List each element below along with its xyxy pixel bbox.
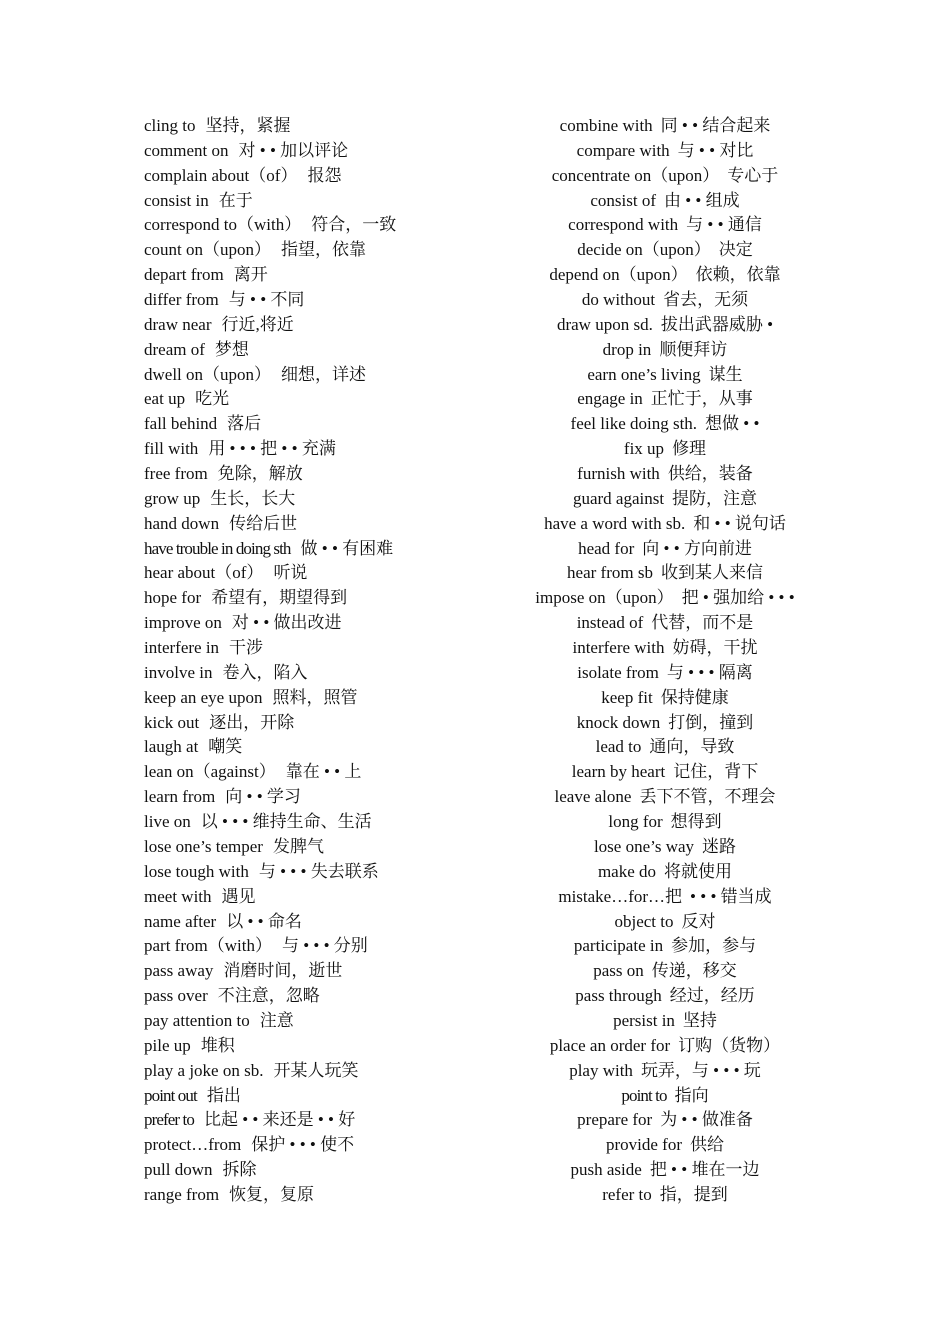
- phrase-entry: [144, 313, 534, 338]
- phrase-term: place an order for: [549, 1035, 671, 1055]
- phrase-entry: [520, 139, 810, 164]
- phrase-entry: [520, 1183, 810, 1208]
- phrase-entry: [520, 959, 810, 984]
- phrase-term: push aside: [570, 1160, 642, 1180]
- phrase-term: fall behind: [144, 414, 218, 434]
- phrase-translation: 指向: [674, 1085, 709, 1105]
- phrase-term: dwell on（upon）: [144, 364, 272, 384]
- phrase-term: drop in: [602, 339, 652, 359]
- phrase-term: hand down: [144, 513, 220, 533]
- phrase-term: hope for: [144, 588, 202, 608]
- phrase-translation: 离开: [233, 265, 268, 285]
- phrase-entry: [144, 1084, 534, 1109]
- phrase-term: point to: [621, 1085, 667, 1105]
- phrase-term: persist in: [613, 1010, 675, 1030]
- phrase-term: do without: [581, 290, 656, 310]
- phrase-term: protect…from: [144, 1135, 242, 1155]
- phrase-translation: 依赖，依靠: [695, 265, 781, 285]
- phrase-entry: [144, 1133, 534, 1158]
- phrase-entry: [144, 910, 534, 935]
- phrase-translation: 与 • • 通信: [686, 215, 762, 235]
- phrase-term: lead to: [595, 737, 642, 757]
- phrase-entry: [144, 711, 534, 736]
- phrase-translation: 正忙于，从事: [650, 389, 753, 409]
- phrase-term: complain about（of）: [144, 165, 298, 185]
- phrase-entry: [144, 785, 534, 810]
- phrase-entry: [520, 934, 810, 959]
- phrase-translation: 注意: [259, 1010, 294, 1030]
- phrase-translation: 对 • • 加以评论: [238, 140, 349, 160]
- phrase-entry: [144, 1034, 534, 1059]
- phrase-translation: 指，提到: [659, 1184, 728, 1204]
- phrase-translation: 遇见: [221, 886, 256, 906]
- phrase-translation: 符合，一致: [311, 215, 397, 235]
- phrase-entry: [520, 1084, 810, 1109]
- phrase-term: have a word with sb.: [544, 513, 686, 533]
- phrase-translation: 坚持: [682, 1010, 717, 1030]
- phrase-term: concentrate on（upon）: [551, 165, 720, 185]
- phrase-entry: [144, 860, 534, 885]
- phrase-term: name after: [144, 911, 217, 931]
- phrase-entry: [144, 139, 534, 164]
- phrase-entry: [144, 387, 534, 412]
- phrase-translation: 记住，背下: [673, 762, 759, 782]
- phrase-term: refer to: [602, 1184, 652, 1204]
- phrase-entry: [144, 1158, 534, 1183]
- phrase-translation: 对 • • 做出改进: [231, 613, 342, 633]
- phrase-translation: 希望有，期望得到: [211, 588, 348, 608]
- phrase-translation: 梦想: [214, 339, 249, 359]
- phrase-entry: [144, 735, 534, 760]
- phrase-term: provide for: [605, 1135, 682, 1155]
- phrase-translation: 行近,将近: [221, 314, 294, 334]
- phrase-translation: 决定: [718, 240, 753, 260]
- phrase-translation: 收到某人来信: [660, 563, 763, 583]
- phrase-translation: 省去，无须: [663, 290, 749, 310]
- phrase-entry: [144, 213, 534, 238]
- phrase-term: live on: [144, 812, 191, 832]
- phrase-translation: 保持健康: [660, 687, 729, 707]
- phrase-entry: [520, 537, 810, 562]
- phrase-entry: [520, 338, 810, 363]
- phrase-translation: 免除，解放: [217, 464, 303, 484]
- phrase-translation: 提防，注意: [672, 488, 758, 508]
- phrase-entry: [144, 835, 534, 860]
- phrase-entry: [144, 561, 534, 586]
- phrase-translation: 同 • • 结合起来: [660, 116, 771, 135]
- phrase-translation: 生长，长大: [210, 488, 296, 508]
- phrase-translation: 代替，而不是: [651, 613, 754, 633]
- phrase-translation: 逐出，开除: [209, 712, 295, 732]
- phrase-term: consist in: [144, 190, 209, 210]
- phrase-entry: [144, 586, 534, 611]
- phrase-term: lose tough with: [144, 861, 249, 881]
- phrase-entry: [144, 288, 534, 313]
- phrase-entry: [520, 263, 810, 288]
- phrase-entry: [520, 1034, 810, 1059]
- phrase-entry: [144, 636, 534, 661]
- phrase-entry: [144, 611, 534, 636]
- phrase-entry: [520, 437, 810, 462]
- phrase-entry: [520, 387, 810, 412]
- phrase-term: fill with: [144, 439, 199, 459]
- phrase-term: depart from: [144, 265, 224, 285]
- phrase-translation: 拆除: [222, 1160, 257, 1180]
- phrase-term: correspond with: [568, 215, 679, 235]
- phrase-translation: 发脾气: [272, 836, 324, 856]
- phrase-term: pass away: [144, 961, 214, 981]
- phrase-entry: [520, 810, 810, 835]
- phrase-term: head for: [578, 538, 635, 558]
- phrase-term: pull down: [144, 1160, 213, 1180]
- phrase-entry: [144, 462, 534, 487]
- phrase-translation: 玩弄，与 • • • 玩: [640, 1060, 761, 1080]
- phrase-term: meet with: [144, 886, 212, 906]
- phrase-entry: [144, 686, 534, 711]
- phrase-translation: 消磨时间，逝世: [223, 961, 343, 981]
- phrase-translation: 把 • 强加给 • • •: [681, 588, 795, 608]
- phrase-term: long for: [608, 812, 663, 832]
- phrase-entry: [520, 860, 810, 885]
- phrase-translation: 细想，详述: [281, 364, 367, 384]
- phrase-term: part from（with）: [144, 936, 272, 956]
- phrase-term: pile up: [144, 1035, 191, 1055]
- phrase-translation: 听说: [273, 563, 308, 583]
- phrase-translation: 在于: [218, 190, 253, 210]
- phrase-term: leave alone: [554, 787, 632, 807]
- phrase-translation: 吃光: [195, 389, 230, 409]
- phrase-entry: [144, 885, 534, 910]
- phrase-translation: 修理: [672, 439, 707, 459]
- phrase-term: prefer to: [144, 1110, 194, 1130]
- phrase-term: pass through: [575, 986, 662, 1006]
- phrase-entry: [520, 412, 810, 437]
- phrase-entry: [520, 213, 810, 238]
- phrase-translation: 和 • • 说句话: [693, 513, 786, 533]
- phrase-translation: 比起 • • 来还是 • • 好: [203, 1110, 356, 1130]
- phrase-translation: 参加，参与: [671, 936, 757, 956]
- phrase-entry: [520, 1009, 810, 1034]
- phrase-term: comment on: [144, 140, 229, 160]
- phrase-entry: [520, 885, 810, 910]
- phrase-term: lean on（against）: [144, 762, 276, 782]
- phrase-translation: 落后: [227, 414, 262, 434]
- phrase-entry: [520, 661, 810, 686]
- phrase-term: draw near: [144, 314, 212, 334]
- phrase-term: compare with: [576, 140, 670, 160]
- phrase-term: combine with: [559, 116, 653, 135]
- phrase-term: involve in: [144, 662, 213, 682]
- phrase-translation: 妨碍，干扰: [672, 638, 758, 658]
- phrase-term: have trouble in doing sth: [144, 538, 291, 558]
- phrase-translation: 打倒，撞到: [668, 712, 754, 732]
- phrase-term: make do: [597, 861, 657, 881]
- phrase-entry: [144, 537, 534, 562]
- phrase-term: impose on（upon）: [535, 588, 674, 608]
- phrase-term: learn from: [144, 787, 216, 807]
- phrase-entry: [144, 810, 534, 835]
- phrase-term: keep fit: [601, 687, 653, 707]
- phrase-translation: 经过，经历: [669, 986, 755, 1006]
- phrase-entry: [144, 164, 534, 189]
- phrase-translation: 拔出武器威胁 •: [660, 314, 774, 334]
- phrase-translation: 用 • • • 把 • • 充满: [208, 439, 336, 459]
- phrase-translation: 向 • • 方向前进: [642, 538, 752, 558]
- phrase-term: count on（upon）: [144, 240, 272, 260]
- phrase-translation: 照料，照管: [272, 687, 358, 707]
- phrase-translation: 传递，移交: [651, 961, 737, 981]
- phrase-term: hear from sb: [567, 563, 653, 583]
- phrase-entry: [520, 288, 810, 313]
- phrase-entry: [144, 760, 534, 785]
- phrase-entry: [520, 835, 810, 860]
- phrase-term: hear about（of）: [144, 563, 264, 583]
- phrase-translation: 反对: [681, 911, 716, 931]
- phrase-entry: [520, 1059, 810, 1084]
- phrase-translation: 恢复，复原: [229, 1184, 315, 1204]
- phrase-translation: 迷路: [702, 836, 737, 856]
- phrase-translation: 想得到: [670, 812, 722, 832]
- phrase-translation: 供给，装备: [667, 464, 753, 484]
- phrase-translation: 顺便拜访: [659, 339, 728, 359]
- phrase-entry: [144, 363, 534, 388]
- phrase-translation: 谋生: [708, 364, 743, 384]
- phrase-term: dream of: [144, 339, 205, 359]
- phrase-entry: [144, 437, 534, 462]
- phrase-term: earn one’s living: [587, 364, 701, 384]
- phrase-term: pass over: [144, 986, 208, 1006]
- phrase-term: furnish with: [577, 464, 660, 484]
- phrase-translation: 为 • • 做准备: [660, 1110, 753, 1130]
- phrase-term: decide on（upon）: [577, 240, 711, 260]
- phrase-term: differ from: [144, 290, 219, 310]
- phrase-translation: 与 • • 对比: [677, 140, 754, 160]
- phrase-entry: [520, 586, 810, 611]
- phrase-entry: [520, 189, 810, 214]
- phrase-entry: [520, 760, 810, 785]
- phrase-translation: 以 • • 命名: [226, 911, 302, 931]
- phrase-entry: [520, 785, 810, 810]
- phrase-translation: 保护 • • • 使不: [251, 1135, 355, 1155]
- phrase-term: interfere in: [144, 638, 220, 658]
- phrase-entry: [520, 611, 810, 636]
- phrase-entry: [144, 338, 534, 363]
- phrase-entry: [144, 1059, 534, 1084]
- phrase-entry: [520, 313, 810, 338]
- phrase-translation: 干涉: [229, 638, 264, 658]
- phrase-term: mistake…for…把: [558, 886, 683, 906]
- phrase-translation: 与 • • • 分别: [281, 936, 368, 956]
- phrase-term: play with: [569, 1060, 633, 1080]
- phrase-translation: 靠在 • • 上: [285, 762, 362, 782]
- phrase-translation: 丢下不管，不理会: [639, 787, 776, 807]
- phrase-term: pay attention to: [144, 1010, 250, 1030]
- phrase-term: consist of: [590, 190, 656, 210]
- phrase-translation: 堆积: [200, 1035, 235, 1055]
- phrase-translation: 以 • • • 维持生命、生活: [200, 812, 372, 832]
- left-phrase-column: [144, 114, 534, 1208]
- phrase-translation: 坚持，紧握: [205, 116, 291, 135]
- phrase-entry: [144, 1183, 534, 1208]
- phrase-entry: [144, 238, 534, 263]
- phrase-term: fix up: [623, 439, 665, 459]
- phrase-term: kick out: [144, 712, 200, 732]
- phrase-entry: [520, 561, 810, 586]
- phrase-entry: [144, 189, 534, 214]
- phrase-term: grow up: [144, 488, 201, 508]
- phrase-entry: [520, 462, 810, 487]
- phrase-entry: [144, 934, 534, 959]
- phrase-entry: [520, 910, 810, 935]
- phrase-entry: [520, 636, 810, 661]
- phrase-term: lose one’s way: [593, 836, 695, 856]
- phrase-entry: [520, 735, 810, 760]
- phrase-term: free from: [144, 464, 208, 484]
- right-phrase-column: [520, 114, 810, 1208]
- phrase-term: instead of: [576, 613, 644, 633]
- phrase-term: interfere with: [572, 638, 665, 658]
- phrase-entry: [520, 114, 810, 139]
- phrase-term: depend on（upon）: [549, 265, 688, 285]
- phrase-term: keep an eye upon: [144, 687, 263, 707]
- phrase-translation: 把 • • 堆在一边: [649, 1160, 760, 1180]
- phrase-entry: [144, 984, 534, 1009]
- phrase-term: play a joke on sb.: [144, 1060, 264, 1080]
- phrase-term: eat up: [144, 389, 186, 409]
- phrase-translation: 指望，依靠: [281, 240, 367, 260]
- phrase-term: lose one’s temper: [144, 836, 263, 856]
- phrase-entry: [520, 1133, 810, 1158]
- phrase-translation: 开某人玩笑: [273, 1060, 359, 1080]
- phrase-term: guard against: [572, 488, 665, 508]
- phrase-translation: 由 • • 组成: [663, 190, 740, 210]
- phrase-term: learn by heart: [571, 762, 666, 782]
- phrase-term: improve on: [144, 613, 222, 633]
- phrase-entry: [520, 711, 810, 736]
- phrase-entry: [520, 512, 810, 537]
- phrase-translation: 专心于: [727, 165, 779, 185]
- phrase-term: object to: [614, 911, 674, 931]
- phrase-translation: • • • 错当成: [690, 886, 772, 906]
- phrase-term: knock down: [576, 712, 661, 732]
- phrase-term: engage in: [577, 389, 643, 409]
- phrase-translation: 向 • • 学习: [225, 787, 301, 807]
- phrase-entry: [520, 686, 810, 711]
- phrase-translation: 卷入，陷入: [222, 662, 308, 682]
- phrase-entry: [144, 487, 534, 512]
- phrase-term: point out: [144, 1085, 197, 1105]
- phrase-entry: [144, 263, 534, 288]
- phrase-translation: 与 • • • 隔离: [666, 662, 753, 682]
- phrase-translation: 做 • • 有困难: [300, 538, 394, 558]
- phrase-entry: [520, 1108, 810, 1133]
- phrase-entry: [520, 984, 810, 1009]
- phrase-term: laugh at: [144, 737, 199, 757]
- phrase-term: isolate from: [577, 662, 659, 682]
- phrase-term: correspond to（with）: [144, 215, 302, 235]
- phrase-entry: [144, 114, 534, 139]
- phrase-term: draw upon sd.: [556, 314, 653, 334]
- phrase-translation: 订购（货物）: [678, 1035, 781, 1055]
- phrase-term: pass on: [593, 961, 644, 981]
- phrase-term: prepare for: [577, 1110, 653, 1130]
- phrase-translation: 报怨: [307, 165, 342, 185]
- phrase-translation: 想做 • •: [705, 414, 760, 434]
- phrase-entry: [144, 1009, 534, 1034]
- phrase-translation: 指出: [206, 1085, 241, 1105]
- phrase-entry: [144, 661, 534, 686]
- phrase-translation: 将就使用: [664, 861, 733, 881]
- phrase-translation: 通向，导致: [649, 737, 735, 757]
- phrase-entry: [520, 363, 810, 388]
- phrase-term: cling to: [144, 116, 196, 135]
- phrase-translation: 传给后世: [229, 513, 298, 533]
- phrase-term: range from: [144, 1184, 220, 1204]
- phrase-entry: [144, 959, 534, 984]
- phrase-translation: 与 • • 不同: [228, 290, 305, 310]
- phrase-entry: [520, 164, 810, 189]
- phrase-term: participate in: [573, 936, 664, 956]
- phrase-translation: 嘲笑: [208, 737, 243, 757]
- phrase-entry: [144, 512, 534, 537]
- phrase-entry: [144, 1108, 534, 1133]
- phrase-entry: [520, 238, 810, 263]
- phrase-translation: 不注意，忽略: [217, 986, 320, 1006]
- phrase-term: feel like doing sth.: [570, 414, 698, 434]
- phrase-entry: [144, 412, 534, 437]
- phrase-entry: [520, 1158, 810, 1183]
- phrase-translation: 与 • • • 失去联系: [258, 861, 379, 881]
- phrase-entry: [520, 487, 810, 512]
- phrase-translation: 供给: [690, 1135, 724, 1155]
